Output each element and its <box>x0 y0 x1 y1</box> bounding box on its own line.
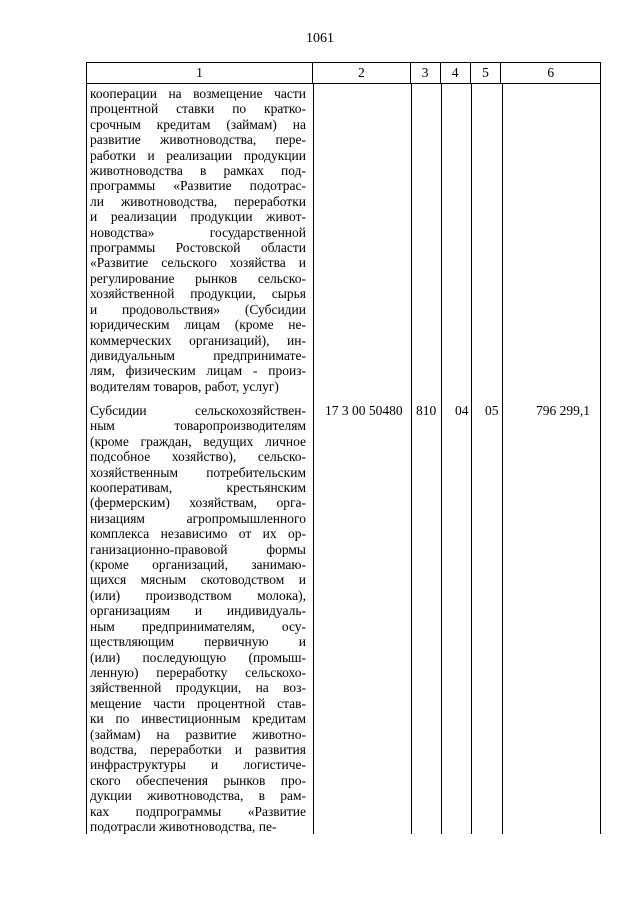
column-line-right <box>600 84 601 834</box>
page-number: 1061 <box>306 31 334 46</box>
text-line: (фермерским) хозяйствам, орга- <box>90 495 306 511</box>
text-line: юридическим лицам (кроме не- <box>90 317 306 333</box>
text-line: водителям товаров, работ, услуг) <box>90 378 279 394</box>
row2-code: 17 3 00 50480 <box>325 403 403 418</box>
text-line: дукции животноводства, в рам- <box>90 788 306 804</box>
text-line: низациям агропромышленного <box>90 510 306 526</box>
text-line: дивидуальным предпринимате- <box>90 347 306 363</box>
text-line: зяйственной продукции, на воз- <box>90 680 306 696</box>
text-line: и реализации продукции живот- <box>90 209 306 225</box>
text-line: «Развитие сельского хозяйства и <box>90 255 306 271</box>
text-line: хозяйственным потребительским <box>90 464 306 480</box>
text-line: срочным кредитам (займам) на <box>90 116 306 132</box>
text-line: подотрасли животноводства, пе- <box>90 818 277 834</box>
text-line: ского обеспечения рынков про- <box>90 772 306 788</box>
text-line: (или) производством молока), <box>90 587 306 603</box>
text-line: (кроме граждан, ведущих личное <box>90 433 306 449</box>
header-col-2: 2 <box>313 63 411 83</box>
header-col-5: 5 <box>471 63 502 83</box>
column-line-1 <box>313 84 314 834</box>
text-line: ленную) переработку сельскохо- <box>90 664 306 680</box>
text-line: хозяйственной продукции, сырья <box>90 286 306 302</box>
row2-vr: 810 <box>416 403 437 418</box>
column-line-2 <box>411 84 412 834</box>
row2-rz: 04 <box>455 403 469 418</box>
text-line: организациям и индивидуаль- <box>90 603 306 619</box>
text-line: щихся мясным скотоводством и <box>90 572 306 588</box>
column-line-5 <box>502 84 503 834</box>
row1-description <box>90 86 306 394</box>
header-col-3: 3 <box>411 63 441 83</box>
text-line: ществляющим первичную и <box>90 634 306 650</box>
text-line: подсобное хозяйство), сельско- <box>90 449 306 465</box>
table-header-row <box>86 62 601 84</box>
column-line-left <box>86 84 87 834</box>
text-line: ках подпрограммы «Развитие <box>90 803 306 819</box>
text-line: инфраструктуры и логистиче- <box>90 757 306 773</box>
text-line: ли животноводства, переработки <box>90 193 306 209</box>
row2-description <box>90 403 306 834</box>
text-line: ным предпринимателям, осу- <box>90 618 306 634</box>
text-line: процентной ставки по кратко- <box>90 101 306 117</box>
text-line: коммерческих организаций), ин- <box>90 332 306 348</box>
row2-amount: 796 299,1 <box>536 403 590 418</box>
text-line: ганизационно-правовой формы <box>90 541 306 557</box>
text-line: работки и реализации продукции <box>90 147 306 163</box>
column-line-4 <box>471 84 472 834</box>
header-col-4: 4 <box>441 63 471 83</box>
column-line-3 <box>441 84 442 834</box>
text-line: (или) последующую (промыш- <box>90 649 306 665</box>
text-line: лям, физическим лицам - произ- <box>90 363 306 379</box>
text-line: регулирование рынков сельско- <box>90 270 306 286</box>
text-line: программы Ростовской области <box>90 240 306 256</box>
text-line: программы «Развитие подотрас- <box>90 178 306 194</box>
text-line: животноводства в рамках под- <box>90 163 306 179</box>
text-line: Субсидии сельскохозяйствен- <box>90 403 306 418</box>
text-line: ным товаропроизводителям <box>90 418 306 434</box>
text-line: (займам) на развитие животно- <box>90 726 306 742</box>
text-line: комплекса независимо от их ор- <box>90 526 306 542</box>
text-line: ки по инвестиционным кредитам <box>90 711 306 727</box>
text-line: развитие животноводства, пере- <box>90 132 306 148</box>
text-line: мещение части процентной став- <box>90 695 306 711</box>
text-line: водства, переработки и развития <box>90 741 306 757</box>
header-col-1: 1 <box>87 63 313 83</box>
text-line: и продовольствия» (Субсидии <box>90 301 306 317</box>
text-line: новодства» государственной <box>90 224 306 240</box>
text-line: (кроме организаций, занимаю- <box>90 557 306 573</box>
row2-pr: 05 <box>485 403 499 418</box>
header-col-6: 6 <box>547 65 555 80</box>
text-line: кооперации на возмещение части <box>90 86 306 101</box>
text-line: кооперативам, крестьянским <box>90 480 306 496</box>
